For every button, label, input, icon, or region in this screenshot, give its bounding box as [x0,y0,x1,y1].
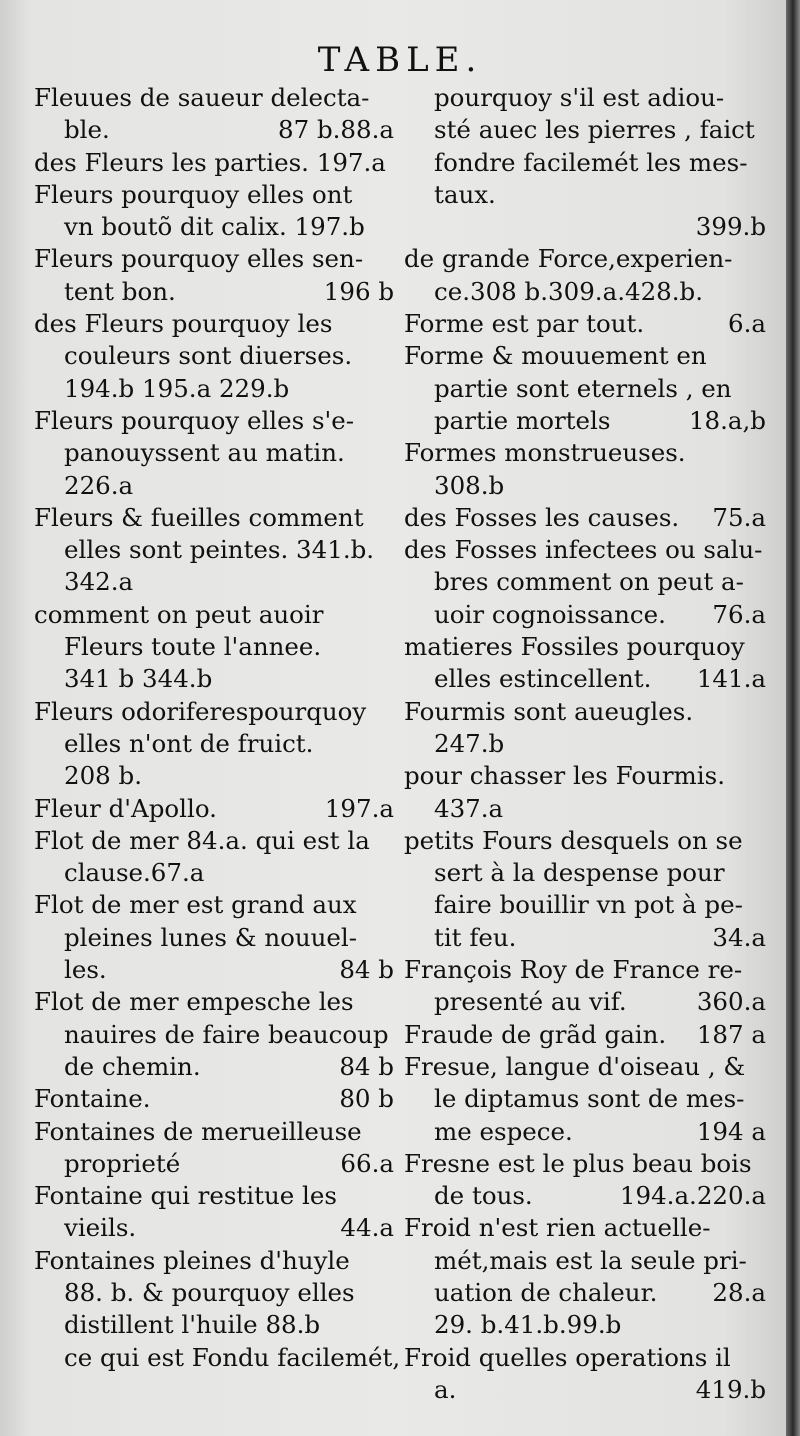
page-reference: 6.a [728,309,766,339]
index-entry-line [34,922,394,954]
page-reference: 28.a [712,1277,766,1307]
entry-text: mét,mais est la seule pri- [434,1245,747,1275]
index-entry-line [404,1245,766,1277]
index-entry-line [404,373,766,405]
page-reference: 197.a [324,793,394,823]
entry-text: de chemin. [64,1051,201,1081]
index-entry-line [404,599,766,631]
page-reference: 87 b.88.a [277,115,394,145]
entry-text: Fleurs & fueilles comment [34,502,364,532]
page-reference: 44.a [340,1213,394,1243]
entry-text: presenté au vif. [434,987,627,1017]
index-entry-line [34,631,394,663]
page-edge [786,0,800,1436]
entry-text: sert à la despense pour [434,858,725,888]
entry-text: le diptamus sont de mes- [434,1084,745,1114]
index-entry-line [34,114,394,146]
index-entry-line [34,696,394,728]
entry-text: Forme & mouuement en [404,341,707,371]
entry-text: Fontaine. [34,1084,151,1114]
entry-text: les. [64,955,107,985]
index-entry-line [34,889,394,921]
index-entry-line [34,211,394,243]
entry-text: couleurs sont diuerses. [64,341,353,371]
index-entry-line [404,889,766,921]
entry-text: Fresne est le plus beau bois [404,1148,752,1178]
entry-text: panouyssent au matin. [64,438,345,468]
index-entry-line [404,211,766,243]
index-entry-line [404,1212,766,1244]
entry-text: clause.67.a [64,858,205,888]
index-entry-line [404,793,766,825]
entry-text: Fleurs pourquoy elles s'e- [34,405,355,435]
entry-text: tit feu. [434,922,517,952]
entry-text: tent bon. [64,276,176,306]
index-entry-line [34,534,394,566]
index-entry-line [34,1083,394,1115]
index-entry-line [404,566,766,598]
index-entry-line [34,760,394,792]
index-entry-line [404,631,766,663]
entry-text: Fraude de grãd gain. [404,1019,667,1049]
entry-text: pleines lunes & nouuel- [64,922,358,952]
entry-text: faire bouillir vn pot à pe- [434,890,743,920]
entry-text: de grande Force,experien- [404,244,733,274]
index-entry-line [34,1116,394,1148]
index-entry-line [404,534,766,566]
index-entry-line [404,276,766,308]
index-entry-line [404,340,766,372]
index-entry-line [404,82,766,114]
index-entry-line [404,760,766,792]
page-reference: 80 b [339,1084,394,1114]
index-entry-line [34,857,394,889]
index-entry-line [34,663,394,695]
index-entry-line [34,243,394,275]
index-entry-line [404,1083,766,1115]
page-header: TABLE. [317,40,483,80]
index-entry-line [34,308,394,340]
entry-text: des Fosses les causes. [404,502,680,532]
index-entry-line [34,599,394,631]
index-entry-line [34,1019,394,1051]
entry-text: ce qui est Fondu facilemét, [64,1342,401,1372]
entry-text: 208 b. [64,761,143,791]
entry-text: proprieté [64,1148,181,1178]
index-entry-line [404,147,766,179]
entry-text: partie mortels [434,405,611,435]
entry-text: Fontaines de merueilleuse [34,1116,362,1146]
entry-text: elles sont peintes. 341.b. [64,535,375,565]
index-entry-line [404,728,766,760]
index-entry-line [34,340,394,372]
index-entry-line [34,405,394,437]
index-entry-line [34,1309,394,1341]
index-entry-line [404,825,766,857]
index-entry-line [404,1019,766,1051]
entry-text: Fontaines pleines d'huyle [34,1245,350,1275]
page-reference: 399.b [695,212,766,242]
entry-text: bres comment on peut a- [434,567,744,597]
index-entry-line [404,502,766,534]
left-column [34,82,401,1374]
entry-text: 247.b [434,728,505,758]
entry-text: taux. [434,179,496,209]
entry-text: des Fleurs pourquoy les [34,309,333,339]
entry-text: partie sont eternels , en [434,373,732,403]
entry-text: Fleurs odoriferespourquoy [34,696,367,726]
index-entry-line [404,308,766,340]
index-entry-line [404,1116,766,1148]
index-entry-line [404,437,766,469]
entry-text: 437.a [434,793,504,823]
entry-text: François Roy de France re- [404,955,743,985]
index-entry-line [34,728,394,760]
entry-text: Fourmis sont aueugles. [404,696,694,726]
entry-text: Froid quelles operations il [404,1342,731,1372]
page-reference: 66.a [340,1148,394,1178]
index-entry-line [404,1051,766,1083]
entry-text: uoir cognoissance. [434,599,666,629]
entry-text: des Fleurs les parties. 197.a [34,147,386,177]
entry-text: Forme est par tout. [404,309,645,339]
entry-text: de tous. [434,1181,533,1211]
entry-text: ce.308 b.309.a.428.b. [434,276,703,306]
index-entry-line [404,663,766,695]
index-entry-line [34,1180,394,1212]
entry-text: 88. b. & pourquoy elles [64,1277,355,1307]
entry-text: vieils. [64,1213,137,1243]
index-entry-line [404,243,766,275]
index-entry-line [404,1180,766,1212]
entry-text: vn boutõ dit calix. 197.b [64,212,365,242]
entry-text: elles estincellent. [434,664,652,694]
entry-text: uation de chaleur. [434,1277,658,1307]
index-entry-line [34,1245,394,1277]
entry-text: Fleur d'Apollo. [34,793,217,823]
index-entry-line [34,1342,401,1374]
entry-text: 342.a [64,567,134,597]
index-entry-line [34,147,394,179]
entry-text: comment on peut auoir [34,599,324,629]
entry-text: Flot de mer est grand aux [34,890,357,920]
index-entry-line [34,954,394,986]
index-entry-line [404,470,766,502]
page-reference: 194 a [696,1116,766,1146]
index-entry-line [34,437,394,469]
entry-text: nauires de faire beaucoup [64,1019,389,1049]
index-entry-line [34,502,394,534]
index-entry-line [34,986,394,1018]
index-entry-line [34,373,394,405]
entry-text: 308.b [434,470,505,500]
index-entry-line [34,1148,394,1180]
entry-text: 226.a [64,470,134,500]
entry-text: pour chasser les Fourmis. [404,761,725,791]
index-entry-line [34,1212,394,1244]
entry-text: distillent l'huile 88.b [64,1310,321,1340]
entry-text: des Fosses infectees ou salu- [404,535,763,565]
entry-text: Formes monstrueuses. [404,438,686,468]
index-entry-line [404,1148,766,1180]
entry-text: Fleurs pourquoy elles ont [34,179,353,209]
index-entry-line [34,179,394,211]
entry-text: pourquoy s'il est adiou- [434,83,725,112]
page-reference: 84 b [339,1051,394,1081]
entry-text: matieres Fossiles pourquoy [404,632,745,662]
index-entry-line [404,954,766,986]
page-reference: 419.b [695,1374,766,1404]
entry-text: Flot de mer empesche les [34,987,354,1017]
entry-text: Fleuues de saueur delecta- [34,83,370,112]
page-reference: 84 b [339,955,394,985]
index-entry-line [34,793,394,825]
index-entry-line [404,179,766,211]
page-reference: 194.a.220.a [619,1181,766,1211]
page-reference: 18.a,b [688,405,766,435]
index-entry-line [34,276,394,308]
index-entry-line [34,825,394,857]
index-entry-line [34,1277,394,1309]
right-column [404,82,766,1406]
index-entry-line [404,1374,766,1406]
page-reference: 75.a [712,502,766,532]
index-entry-line [34,566,394,598]
index-entry-line [404,922,766,954]
entry-text: 29. b.41.b.99.b [434,1310,622,1340]
index-entry-line [404,1277,766,1309]
entry-text: petits Fours desquels on se [404,825,743,855]
entry-text: Flot de mer 84.a. qui est la [34,825,370,855]
index-entry-line [404,857,766,889]
entry-text: fondre facilemét les mes- [434,147,748,177]
entry-text: Fleurs pourquoy elles sen- [34,244,364,274]
index-entry-line [404,1342,766,1374]
entry-text: Fontaine qui restitue les [34,1181,337,1211]
entry-text: a. [434,1374,457,1404]
page-reference: 141.a [696,664,766,694]
entry-text: sté auec les pierres , faict [434,115,755,145]
index-entry-line [404,405,766,437]
index-entry-line [404,114,766,146]
index-entry-line [404,1309,766,1341]
entry-text: Froid n'est rien actuelle- [404,1213,711,1243]
index-entry-line [34,470,394,502]
entry-text: Fresue, langue d'oiseau , & [404,1051,746,1081]
page-reference: 76.a [712,599,766,629]
index-entry-line [404,696,766,728]
entry-text: Fleurs toute l'annee. [64,632,322,662]
page-reference: 187 a [696,1019,766,1049]
page-reference: 34.a [712,922,766,952]
entry-text: 194.b 195.a 229.b [64,373,290,403]
entry-text: ble. [64,115,110,145]
page-reference: 360.a [696,987,766,1017]
page-reference: 196 b [323,276,394,306]
entry-text: elles n'ont de fruict. [64,728,314,758]
entry-text: me espece. [434,1116,573,1146]
index-entry-line [404,986,766,1018]
index-entry-line [34,82,394,114]
entry-text: 341 b 344.b [64,664,213,694]
index-entry-line [34,1051,394,1083]
